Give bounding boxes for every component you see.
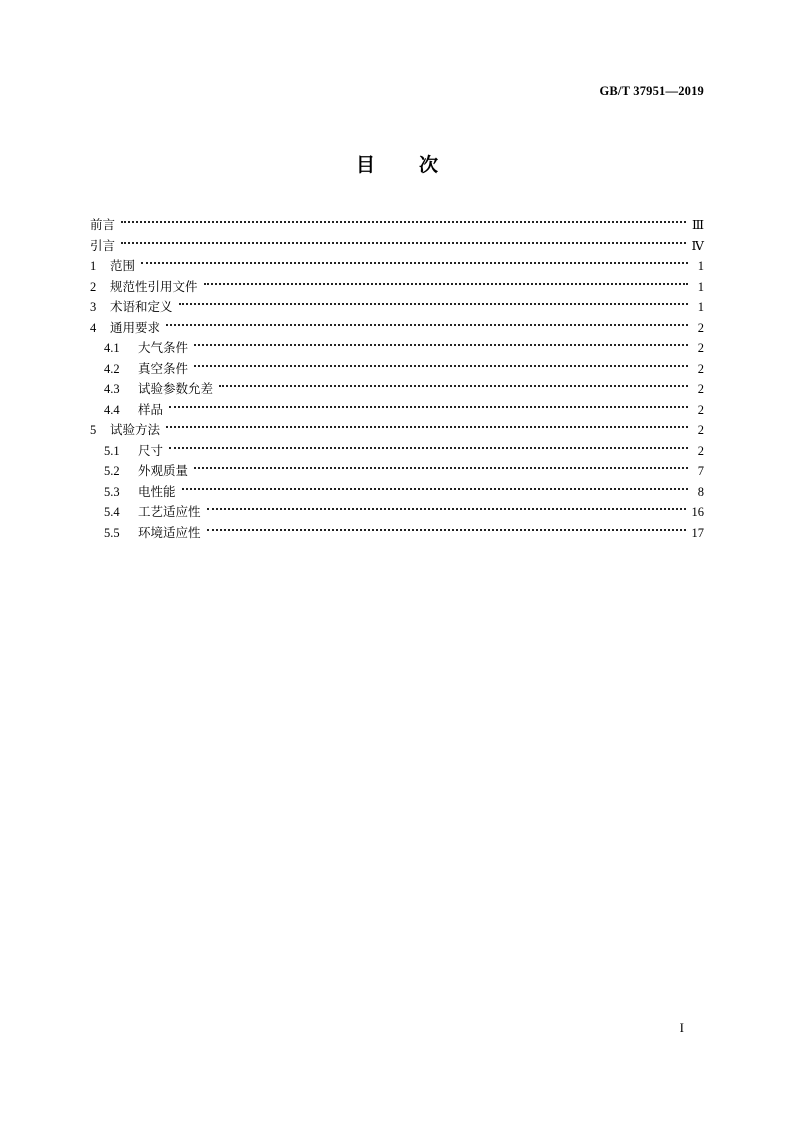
toc-entry-page: 16 xyxy=(691,505,704,519)
page-title xyxy=(0,150,794,177)
page-title-part-1: 目 xyxy=(355,154,375,176)
toc-entry-number: 2 xyxy=(90,279,97,294)
toc-leader-dots xyxy=(204,283,688,285)
toc-entry-label: 试验参数允差 xyxy=(138,381,214,396)
toc-entry-page: 7 xyxy=(697,464,704,478)
toc-entry-label: 前言 xyxy=(90,217,116,232)
toc-subentry[interactable] xyxy=(90,461,704,482)
toc-leader-dots xyxy=(141,262,688,264)
toc-entry-label: 引言 xyxy=(90,237,116,253)
toc-entry-label: 范围 xyxy=(110,258,136,273)
toc-entry-label: 尺寸 xyxy=(138,442,164,458)
toc-entry-label: 规范性引用文件 xyxy=(110,278,198,294)
toc-entry-label: 通用要求 xyxy=(110,319,161,335)
toc-entry-label: 环境适应性 xyxy=(138,524,201,540)
toc-entry-page: 1 xyxy=(697,259,704,273)
toc-entry[interactable] xyxy=(90,297,704,318)
toc-entry-number: 5.5 xyxy=(104,525,120,540)
toc-entry-label: 电性能 xyxy=(138,483,176,499)
toc-subentry[interactable] xyxy=(90,400,704,421)
toc-entry-page: 2 xyxy=(697,382,704,396)
toc-entry-page: 17 xyxy=(691,525,704,540)
toc-entry[interactable] xyxy=(90,277,704,298)
toc-entry-page: 1 xyxy=(697,300,704,314)
toc-leader-dots xyxy=(219,385,688,387)
toc-leader-dots xyxy=(207,508,686,510)
toc-entry-page: 2 xyxy=(697,320,704,335)
table-of-contents xyxy=(90,215,704,543)
toc-entry-page: 8 xyxy=(697,484,704,499)
toc-entry-page: 2 xyxy=(697,402,704,417)
toc-leader-dots xyxy=(166,426,688,428)
toc-leader-dots xyxy=(182,488,688,490)
toc-entry-number: 5.3 xyxy=(104,484,120,499)
toc-entry-page: 2 xyxy=(697,443,704,458)
toc-entry-number: 4.2 xyxy=(104,361,120,376)
toc-subentry[interactable] xyxy=(90,523,704,544)
toc-entry[interactable] xyxy=(90,236,704,257)
toc-subentry[interactable] xyxy=(90,502,704,523)
toc-entry-page: Ⅳ xyxy=(691,238,704,253)
toc-entry-label: 术语和定义 xyxy=(110,299,173,314)
toc-leader-dots xyxy=(121,242,685,244)
toc-entry-number: 3 xyxy=(90,300,97,314)
toc-leader-dots xyxy=(169,406,688,408)
toc-entry-number: 4.3 xyxy=(104,382,120,396)
toc-subentry[interactable] xyxy=(90,379,704,400)
toc-entry-number: 5.4 xyxy=(104,505,120,519)
toc-entry-number: 4 xyxy=(90,320,97,335)
toc-subentry[interactable] xyxy=(90,338,704,359)
standard-code: GB/T 37951—2019 xyxy=(599,84,704,98)
toc-entry-number: 5 xyxy=(90,423,97,437)
toc-subentry[interactable] xyxy=(90,359,704,380)
page-number: I xyxy=(679,1020,684,1035)
toc-entry-number: 5.1 xyxy=(104,443,120,458)
toc-entry-label: 真空条件 xyxy=(138,360,189,376)
toc-entry-label: 工艺适应性 xyxy=(138,504,201,519)
toc-leader-dots xyxy=(194,344,688,346)
toc-entry-number: 1 xyxy=(90,259,97,273)
toc-entry-label: 外观质量 xyxy=(138,463,189,478)
toc-entry[interactable] xyxy=(90,420,704,441)
toc-entry-number: 5.2 xyxy=(104,464,120,478)
toc-subentry[interactable] xyxy=(90,441,704,462)
toc-leader-dots xyxy=(166,324,688,326)
page-title-part-2: 次 xyxy=(419,154,439,176)
toc-entry-label: 样品 xyxy=(138,401,164,417)
toc-leader-dots xyxy=(179,303,688,305)
toc-entry[interactable] xyxy=(90,318,704,339)
toc-entry-number: 4.1 xyxy=(104,341,120,355)
toc-leader-dots xyxy=(121,221,686,223)
toc-leader-dots xyxy=(194,467,688,469)
toc-entry[interactable] xyxy=(90,256,704,277)
toc-entry-label: 大气条件 xyxy=(138,340,189,355)
toc-entry-page: 2 xyxy=(697,423,704,437)
toc-leader-dots xyxy=(169,447,688,449)
toc-entry-page: 2 xyxy=(697,341,704,355)
toc-entry-page: 2 xyxy=(697,361,704,376)
toc-entry-page: 1 xyxy=(697,279,704,294)
toc-subentry[interactable] xyxy=(90,482,704,503)
toc-entry-number: 4.4 xyxy=(104,402,120,417)
toc-leader-dots xyxy=(194,365,688,367)
toc-entry-label: 试验方法 xyxy=(110,422,161,437)
toc-leader-dots xyxy=(207,529,686,531)
toc-entry[interactable] xyxy=(90,215,704,236)
toc-entry-page: Ⅲ xyxy=(691,218,704,232)
